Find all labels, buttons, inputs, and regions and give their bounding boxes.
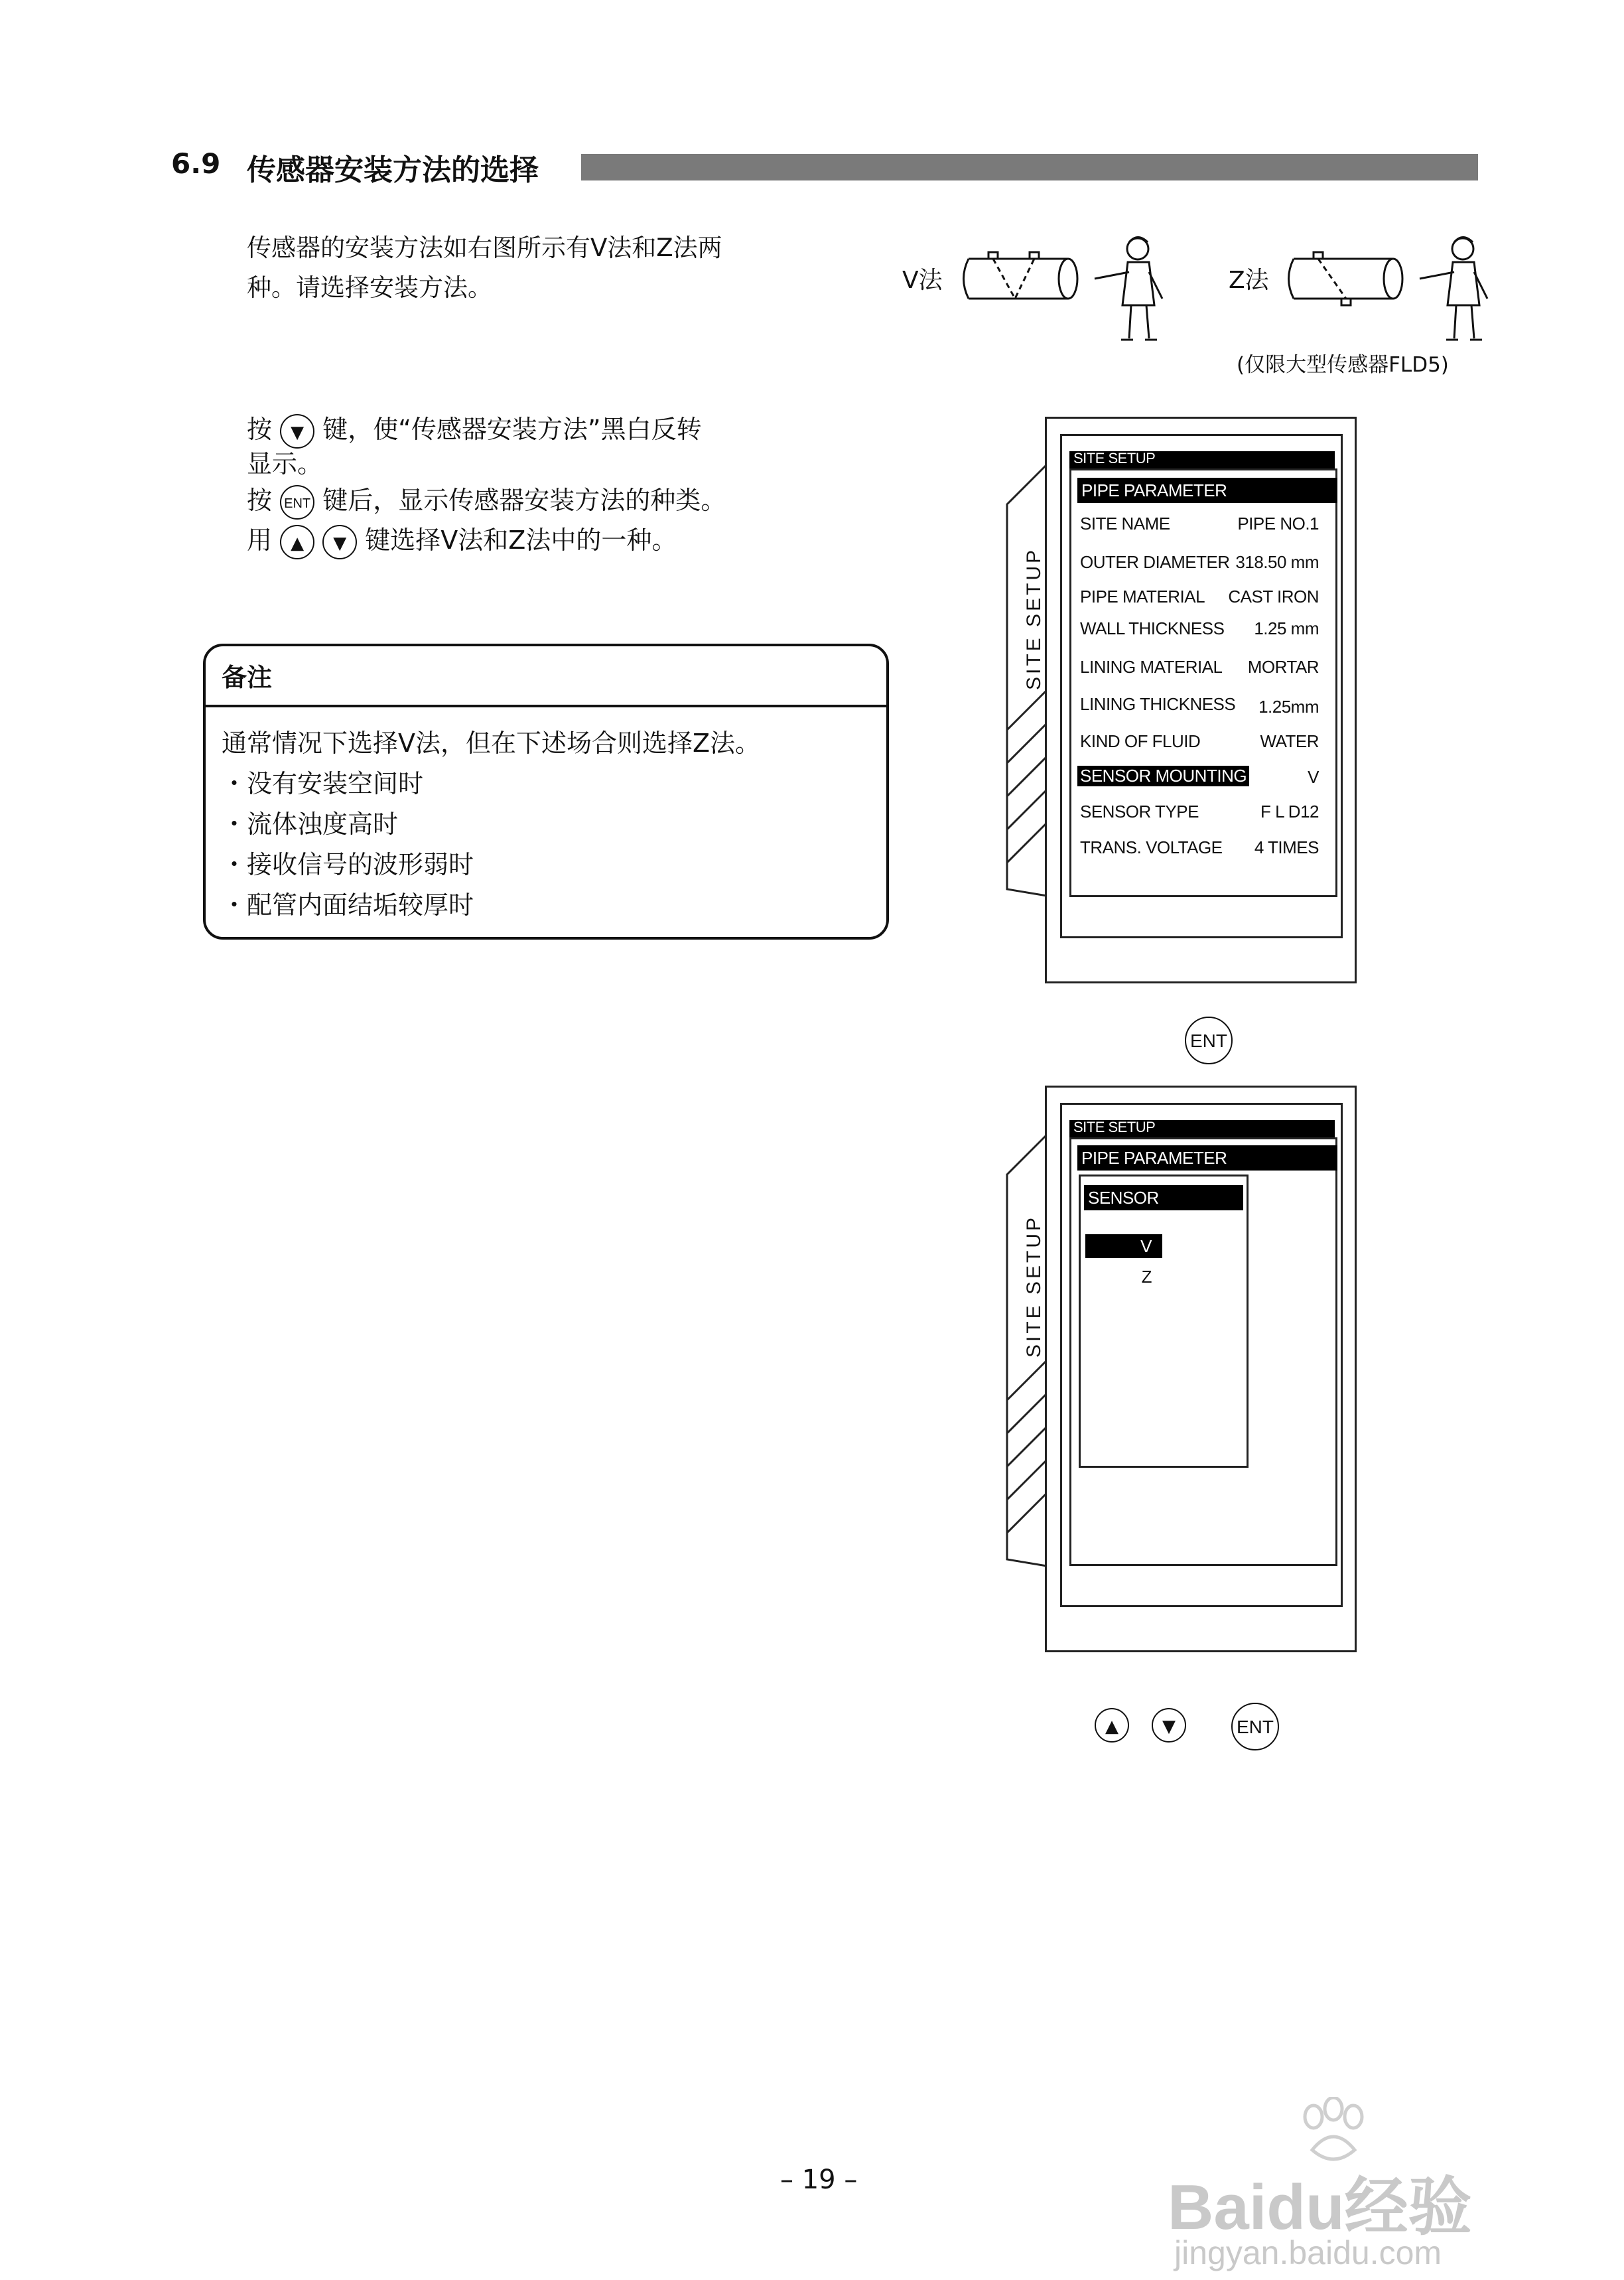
person-pointing-icon bbox=[1095, 238, 1162, 340]
param-value: 1.25 mm bbox=[1254, 618, 1319, 638]
param-value: 318.50 mm bbox=[1235, 552, 1319, 572]
title-bar bbox=[581, 154, 1478, 180]
instr-1-suffix: 键，使“传感器安装方法”黑白反转 bbox=[322, 415, 702, 444]
instruction-line-1 bbox=[247, 411, 702, 449]
param-value: F L D12 bbox=[1260, 802, 1319, 821]
param-value: CAST IRON bbox=[1228, 587, 1319, 606]
option-z[interactable]: Z bbox=[1141, 1267, 1152, 1287]
ent-key-icon: ENT bbox=[280, 485, 314, 520]
person-pointing-icon bbox=[1420, 238, 1487, 340]
param-label: TRANS. VOLTAGE bbox=[1080, 837, 1223, 857]
screen-1-back-title: SITE SETUP bbox=[1069, 451, 1335, 468]
param-value: 1.25mm bbox=[1258, 697, 1319, 717]
param-value: 4 TIMES bbox=[1254, 837, 1319, 857]
note-main: 通常情况下选择V法，但在下述场合则选择Z法。 bbox=[222, 729, 761, 758]
param-value: PIPE NO.1 bbox=[1237, 514, 1319, 534]
up-key-icon: ▲ bbox=[280, 525, 314, 559]
param-label: SITE NAME bbox=[1080, 514, 1170, 534]
param-value: V bbox=[1308, 767, 1319, 787]
screen-1-parameter-list bbox=[1080, 510, 1332, 881]
note-title: 备注 bbox=[222, 663, 273, 692]
param-value: WATER bbox=[1260, 731, 1319, 751]
param-value: MORTAR bbox=[1247, 657, 1319, 677]
down-key-icon: ▼ bbox=[280, 414, 314, 449]
param-label: WALL THICKNESS bbox=[1080, 618, 1225, 638]
up-key-icon: ▲ bbox=[1095, 1708, 1129, 1743]
instruction-line-3 bbox=[247, 482, 726, 520]
note-body bbox=[222, 723, 760, 926]
instruction-line-2: 显示。 bbox=[247, 449, 323, 478]
note-item: ・接收信号的波形弱时 bbox=[222, 850, 474, 879]
instr-3-suffix: 键后，显示传感器安装方法的种类。 bbox=[322, 486, 726, 515]
option-v-selected[interactable]: V bbox=[1085, 1234, 1162, 1258]
instr-3-prefix: 按 bbox=[247, 486, 273, 515]
intro-text bbox=[247, 228, 817, 308]
screen-2-header: PIPE PARAMETER bbox=[1077, 1145, 1337, 1171]
ent-key-icon: ENT bbox=[1231, 1703, 1279, 1750]
intro-line-1: 传感器的安装方法如右图所示有V法和Z法两 bbox=[247, 234, 722, 262]
page-number: – 19 – bbox=[780, 2165, 858, 2195]
param-label: LINING MATERIAL bbox=[1080, 657, 1223, 677]
section-title: 传感器安装方法的选择 bbox=[247, 153, 539, 187]
instr-1-prefix: 按 bbox=[247, 415, 273, 444]
section-number: 6.9 bbox=[171, 147, 221, 180]
v-method-illustration bbox=[955, 232, 1221, 345]
param-label: OUTER DIAMETER bbox=[1080, 552, 1230, 572]
screen-1-header: PIPE PARAMETER bbox=[1077, 478, 1337, 503]
instruction-line-4 bbox=[247, 522, 677, 559]
intro-line-2: 种。请选择安装方法。 bbox=[247, 273, 492, 302]
down-key-icon: ▼ bbox=[1152, 1708, 1186, 1743]
device-2-side-label: SITE SETUP bbox=[1023, 1214, 1045, 1358]
param-label: SENSOR TYPE bbox=[1080, 802, 1199, 821]
instr-4-prefix: 用 bbox=[247, 526, 273, 555]
instr-4-suffix: 键选择V法和Z法中的一种。 bbox=[365, 526, 677, 555]
watermark-url: jingyan.baidu.com bbox=[1174, 2234, 1442, 2271]
z-method-label: Z法 bbox=[1229, 267, 1269, 294]
note-item: ・流体浊度高时 bbox=[222, 810, 399, 839]
figure-note: (仅限大型传感器FLD5) bbox=[1237, 353, 1449, 377]
param-label: LINING THICKNESS bbox=[1080, 694, 1236, 714]
z-method-illustration bbox=[1280, 232, 1546, 345]
popup-title: SENSOR MOUNTING bbox=[1084, 1185, 1243, 1210]
screen-2-back-title: SITE SETUP bbox=[1069, 1120, 1335, 1137]
watermark-brand: Baidu经验 bbox=[1168, 2172, 1472, 2243]
v-method-label: V法 bbox=[902, 267, 943, 294]
device-1-side-label: SITE SETUP bbox=[1023, 547, 1045, 690]
note-divider bbox=[203, 705, 889, 707]
param-label-selected[interactable]: SENSOR MOUNTING bbox=[1077, 766, 1249, 786]
note-item: ・配管内面结垢较厚时 bbox=[222, 891, 474, 920]
note-item: ・没有安装空间时 bbox=[222, 769, 424, 798]
param-label: KIND OF FLUID bbox=[1080, 731, 1201, 751]
ent-key-icon: ENT bbox=[1185, 1017, 1233, 1064]
down-key-icon: ▼ bbox=[322, 525, 357, 559]
param-label: PIPE MATERIAL bbox=[1080, 587, 1205, 606]
